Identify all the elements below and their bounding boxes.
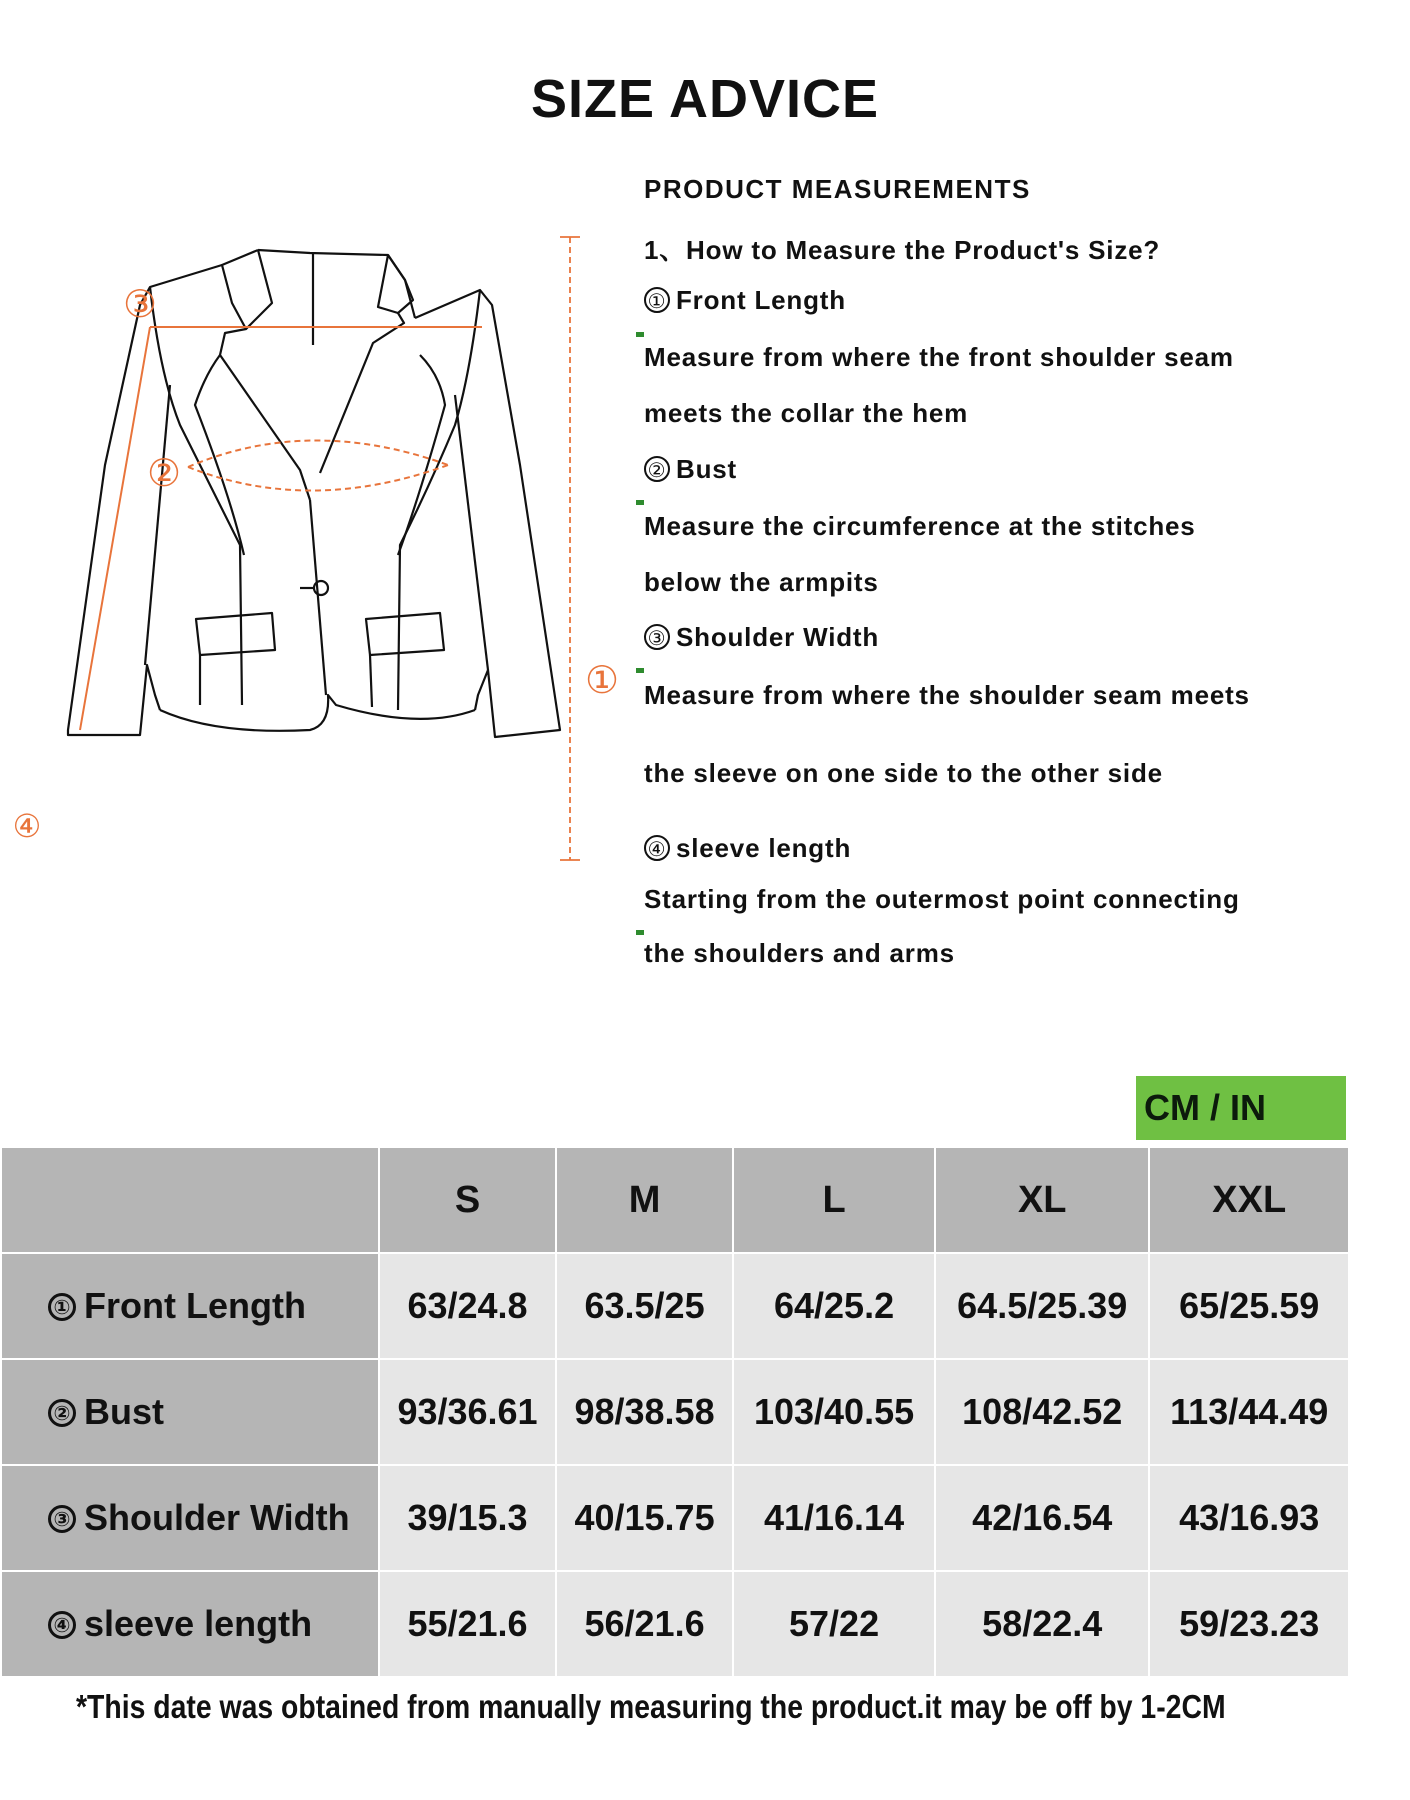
circle-number-icon: ③ — [48, 1505, 76, 1533]
circle-number-icon: ② — [644, 456, 670, 482]
table-cell: 41/16.14 — [733, 1465, 935, 1571]
size-header-s: S — [379, 1147, 556, 1253]
table-cell: 65/25.59 — [1149, 1253, 1349, 1359]
table-cell: 55/21.6 — [379, 1571, 556, 1677]
size-header-m: M — [556, 1147, 733, 1253]
tick-mark — [636, 500, 644, 505]
page-title: SIZE ADVICE — [530, 69, 880, 129]
table-cell: 58/22.4 — [935, 1571, 1149, 1677]
table-cell: 93/36.61 — [379, 1359, 556, 1465]
item-bust-desc2: below the armpits — [644, 567, 879, 597]
table-cell: 40/15.75 — [556, 1465, 733, 1571]
item-front-length-title: ① Front Length — [644, 285, 846, 316]
table-cell: 43/16.93 — [1149, 1465, 1349, 1571]
table-corner-cell — [1, 1147, 379, 1253]
table-row — [1, 1465, 1349, 1571]
marker-bust: ② — [146, 451, 182, 495]
table-header-row — [1, 1147, 1349, 1253]
table-cell: 57/22 — [733, 1571, 935, 1677]
table-cell: 64/25.2 — [733, 1253, 935, 1359]
circle-number-icon: ④ — [644, 835, 670, 861]
table-cell: 64.5/25.39 — [935, 1253, 1149, 1359]
table-cell: 103/40.55 — [733, 1359, 935, 1465]
instructions-heading: PRODUCT MEASUREMENTS — [644, 174, 1031, 204]
item-shoulder-title: ③ Shoulder Width — [644, 622, 879, 653]
blazer-diagram — [0, 225, 620, 875]
table-row — [1, 1571, 1349, 1677]
marker-shoulder-width: ③ — [122, 282, 158, 326]
circle-number-icon: ② — [48, 1399, 76, 1427]
circle-number-icon: ③ — [644, 624, 670, 650]
table-cell: 108/42.52 — [935, 1359, 1149, 1465]
circle-number-icon: ④ — [48, 1611, 76, 1639]
unit-badge: CM / IN — [1136, 1076, 1346, 1140]
table-row — [1, 1253, 1349, 1359]
table-cell: 63/24.8 — [379, 1253, 556, 1359]
circle-number-icon: ① — [48, 1293, 76, 1321]
table-cell: 98/38.58 — [556, 1359, 733, 1465]
item-bust-desc1: Measure the circumference at the stitches — [644, 511, 1196, 541]
marker-sleeve-length: ④ — [12, 807, 42, 845]
item-bust-title: ② Bust — [644, 454, 737, 485]
table-cell: 39/15.3 — [379, 1465, 556, 1571]
table-cell: 113/44.49 — [1149, 1359, 1349, 1465]
size-header-xl: XL — [935, 1147, 1149, 1253]
row-label-shoulder-width: ③ Shoulder Width — [1, 1465, 379, 1571]
item-front-length-desc1: Measure from where the front shoulder seam — [644, 342, 1234, 372]
instructions-question: 1、How to Measure the Product's Size? — [644, 235, 1161, 265]
measurement-note: *This date was obtained from manually measuring the product.it may be off by 1-2CM — [76, 1688, 1226, 1725]
table-row — [1, 1359, 1349, 1465]
row-label-bust: ② Bust — [1, 1359, 379, 1465]
circle-number-icon: ① — [644, 287, 670, 313]
tick-mark — [636, 332, 644, 337]
tick-mark — [636, 668, 644, 673]
size-table — [0, 1146, 1350, 1678]
table-cell: 63.5/25 — [556, 1253, 733, 1359]
size-header-xxl: XXL — [1149, 1147, 1349, 1253]
row-label-sleeve-length: ④ sleeve length — [1, 1571, 379, 1677]
marker-front-length: ① — [584, 658, 620, 702]
item-sleeve-desc1: Starting from the outermost point connecting — [644, 884, 1240, 914]
size-header-l: L — [733, 1147, 935, 1253]
item-shoulder-desc1: Measure from where the shoulder seam meets — [644, 680, 1250, 710]
table-cell: 59/23.23 — [1149, 1571, 1349, 1677]
item-shoulder-desc2: the sleeve on one side to the other side — [644, 758, 1163, 788]
item-front-length-desc2: meets the collar the hem — [644, 398, 969, 428]
row-label-front-length: ① Front Length — [1, 1253, 379, 1359]
tick-mark — [636, 930, 644, 935]
table-cell: 42/16.54 — [935, 1465, 1149, 1571]
item-sleeve-desc2: the shoulders and arms — [644, 938, 955, 968]
item-sleeve-title: ④ sleeve length — [644, 833, 851, 864]
table-cell: 56/21.6 — [556, 1571, 733, 1677]
